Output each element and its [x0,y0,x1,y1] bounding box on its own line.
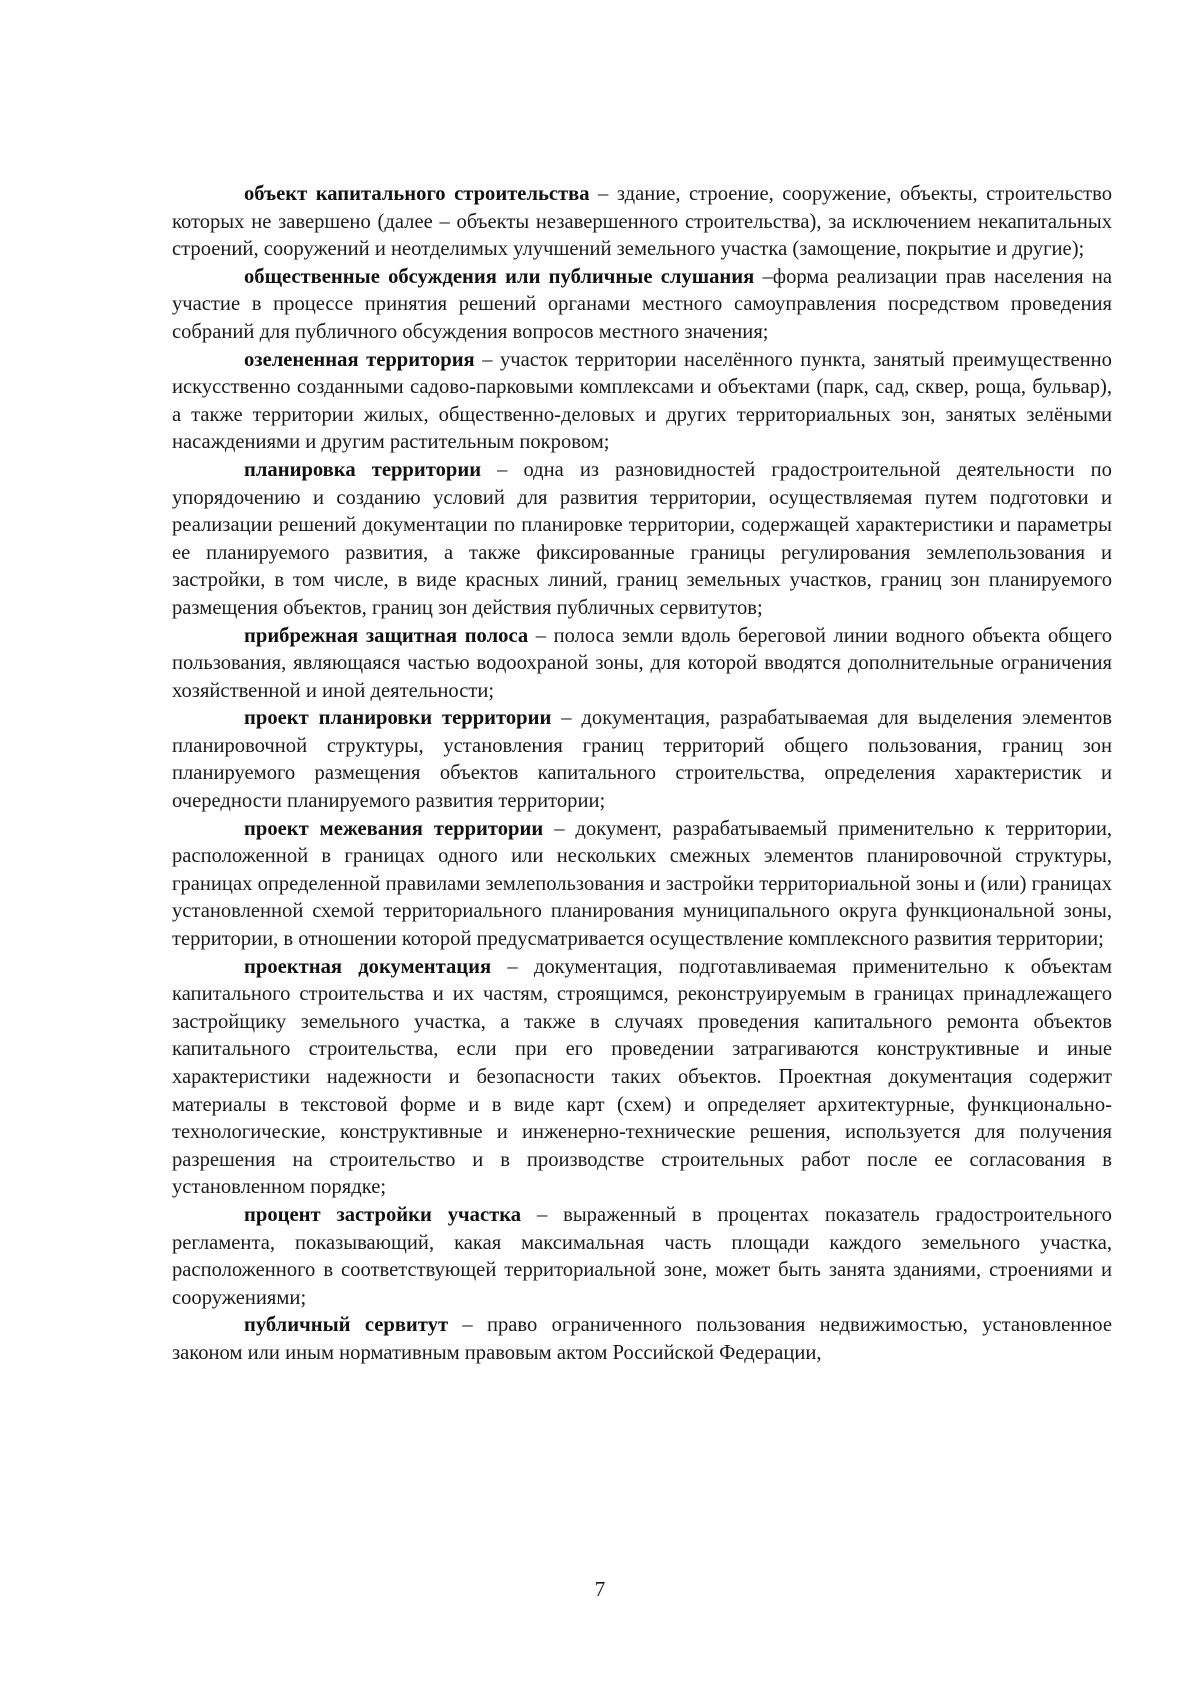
definition-paragraph [172,1312,1112,1367]
definition-text: –форма реализации прав населения на участие в процессе принятия решений органами местного самоуправления посредством проведения собраний для публичного обсуждения вопросов местного значения; [172,265,1113,343]
definition-paragraph [172,816,1112,954]
definition-text: – одна из разновидностей градостроительной деятельности по упорядочению и созданию условий для развития территории, осуществляемая путем подготовки и реализации решений документации по планировке территории, содержащей характеристики и параметры ее планируемого развития, а также фиксированные границы регулирования землепользования и застройки, в том числе, в виде красных линий, границ земельных участков, границ зон планируемого размещения объектов, границ зон действия публичных сервитутов; [172,458,1112,619]
definition-paragraph [172,623,1112,706]
page-number: 7 [594,1577,606,1601]
definition-text: – документация, подготавливаемая применительно к объектам капитального строительства и их частям, строящимся, реконструируемым в границах принадлежащего застройщику земельного участка, а также в случаях проведения капитального ремонта объектов капитального строительства, если при его проведении затрагиваются конструктивные и иные характеристики надежности и безопасности таких объектов. Проектная документация содержит материалы в текстовой форме и в виде карт (схем) и определяет архитектурные, функционально-технологические, конструктивные и инженерно-технические решения, используется для получения разрешения на строительство и в производстве строительных работ после ее согласования в установленном порядке; [172,955,1112,1199]
term: публичный сервитут [244,1314,449,1337]
definition-paragraph [172,457,1112,623]
term: проект планировки территории [244,707,552,730]
definition-paragraph [172,181,1112,264]
definition-paragraph [172,1202,1112,1312]
definition-text: – здание, строение, сооружение, объекты, строительство которых не завершено (далее – объекты незавершенного строительства), за исключением некапитальных строений, сооружений и неотделимых улучшений земельного участка (замощение, покрытие и другие); [172,183,1112,261]
term: проектная документация [244,955,492,978]
definition-text: – выраженный в процентах показатель градостроительного регламента, показывающий, какая максимальная часть площади каждого земельного участка, расположенного в соответствующей территориальной зоне, может быть занята зданиями, строениями и сооружениями; [172,1203,1112,1309]
term: процент застройки участка [244,1203,522,1226]
definition-text: – участок территории населённого пункта, занятый преимущественно искусственно созданными садово-парковыми комплексами и объектами (парк, сад, сквер, роща, бульвар), а также территории жилых, общественно-деловых и других территориальных зон, занятых зелёными насаждениями и другим растительным покровом; [172,348,1112,454]
term: прибрежная защитная полоса [244,624,529,647]
term: проект межевания территории [244,817,544,840]
term: планировка территории [244,458,482,481]
term: озелененная территория [244,348,475,371]
definition-paragraph [172,264,1112,347]
term: общественные обсуждения или публичные слушания [244,265,755,288]
definition-text: – документ, разрабатываемый применительно к территории, расположенной в границах одного или нескольких смежных элементов планировочной структуры, границах определенной правилами землепользования и застройки территориальной зоны и (или) границах установленной схемой территориального планирования муниципального округа функциональной зоны, территории, в отношении которой предусматривается осуществление комплексного развития территории; [172,817,1113,951]
definition-paragraph [172,347,1112,457]
definition-text: – документация, разрабатываемая для выделения элементов планировочной структуры, установления границ территорий общего пользования, границ зон планируемого размещения объектов капитального строительства, определения характеристик и очередности планируемого развития территории; [172,707,1112,813]
term: объект капитального строительства [244,183,590,205]
definition-paragraph [172,705,1112,815]
definition-text: – право ограниченного пользования недвижимостью, установленное законом или иным нормативным правовым актом Российской Федерации, [172,1314,1112,1364]
definitions-list [172,181,1112,1368]
definition-text: – полоса земли вдоль береговой линии водного объекта общего пользования, являющаяся частью водоохраной зоны, для которой вводятся дополнительные ограничения хозяйственной и иной деятельности; [172,624,1112,702]
definition-paragraph [172,954,1112,1202]
